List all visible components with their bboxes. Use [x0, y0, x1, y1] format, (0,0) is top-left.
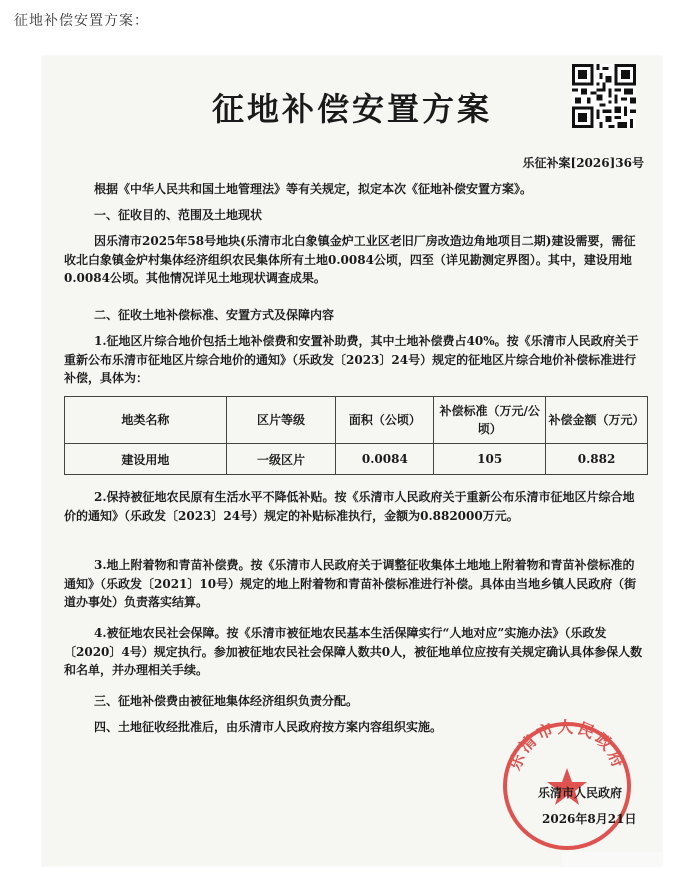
item-3-paragraph: 3.地上附着物和青苗补偿费。按《乐清市人民政府关于调整征收集体土地地上附着物和青苗补偿标准的通知》（乐政发〔2021〕10号）规定的地上附着物和青苗补偿标准进行补偿。具体由当地乡镇人民政府（街道办事处）负责落实结算。 — [64, 558, 637, 609]
seal-text: 乐清市人民政府 — [504, 717, 630, 773]
svg-text:乐清市人民政府 — [505, 717, 629, 773]
section-1-heading: 一、征收目的、范围及土地现状 — [94, 208, 263, 222]
section-1-body: 因乐清市2025年58号地块(乐清市北白象镇金炉工业区老旧厂房改造边角地项目二期)建设需要，需征收北白象镇金炉村集体经济组织农民集体所有土地0.0084公顷，四至（详见勘测定界图）。其中，建设用地0.0084公顷。其他情况详见土地现状调查成果。 — [64, 234, 636, 285]
table-header: 区片等级 — [226, 397, 336, 444]
section-3-paragraph: 三、征地补偿费由被征地集体经济组织负责分配。 — [94, 694, 359, 708]
item-4-paragraph: 4.被征地农民社会保障。按《乐清市被征地农民基本生活保障实行“人地对应”实施办法》（乐政发〔2020〕4号）规定执行。参加被征地农民社会保障人数共0人，被征地单位应按有关规定确认具体参保人数和名单，并办理相关手续。 — [64, 626, 643, 677]
item-1-paragraph: 1.征地区片综合地价包括土地补偿费和安置补助费，其中土地补偿费占40%。按《乐清市人民政府关于重新公布乐清市征地区片综合地价的通知》（乐政发〔2023〕24号）规定的征地区片综合地价补偿标准进行补偿，具体为： — [64, 334, 639, 385]
table-cell: 0.882 — [546, 444, 648, 475]
table-header: 补偿金额（万元） — [546, 397, 648, 444]
document-number: 乐征补案[2026]36号 — [522, 156, 644, 170]
signature-organization: 乐清市人民政府 — [538, 786, 623, 800]
watermark — [562, 852, 662, 866]
section-2-heading: 二、征收土地补偿标准、安置方式及保障内容 — [94, 308, 335, 322]
table-cell: 建设用地 — [65, 444, 227, 475]
table-header: 补偿标准（万元/公顷） — [434, 397, 546, 444]
compensation-table — [64, 396, 648, 475]
table-header-row — [65, 397, 648, 444]
document-scan — [42, 56, 662, 866]
table-cell: 105 — [434, 444, 546, 475]
table-header: 面积（公顷） — [336, 397, 434, 444]
table-row — [65, 444, 648, 475]
section-4-paragraph: 四、土地征收经批准后，由乐清市人民政府按方案内容组织实施。 — [94, 720, 443, 734]
page-caption: 征地补偿安置方案： — [14, 13, 149, 29]
item-2-paragraph: 2.保持被征地农民原有生活水平不降低补贴。按《乐清市人民政府关于重新公布乐清市征地区片综合地价的通知》（乐政发〔2023〕24号）规定的补贴标准执行，金额为0.882000万元。 — [64, 490, 635, 523]
signature-date: 2026年8月21日 — [542, 812, 637, 826]
document-title: 征地补偿安置方案 — [211, 90, 492, 128]
table-cell: 0.0084 — [336, 444, 434, 475]
table-header: 地类名称 — [65, 397, 227, 444]
table-cell: 一级区片 — [226, 444, 336, 475]
intro-paragraph: 根据《中华人民共和国土地管理法》等有关规定，拟定本次《征地补偿安置方案》。 — [94, 182, 533, 196]
